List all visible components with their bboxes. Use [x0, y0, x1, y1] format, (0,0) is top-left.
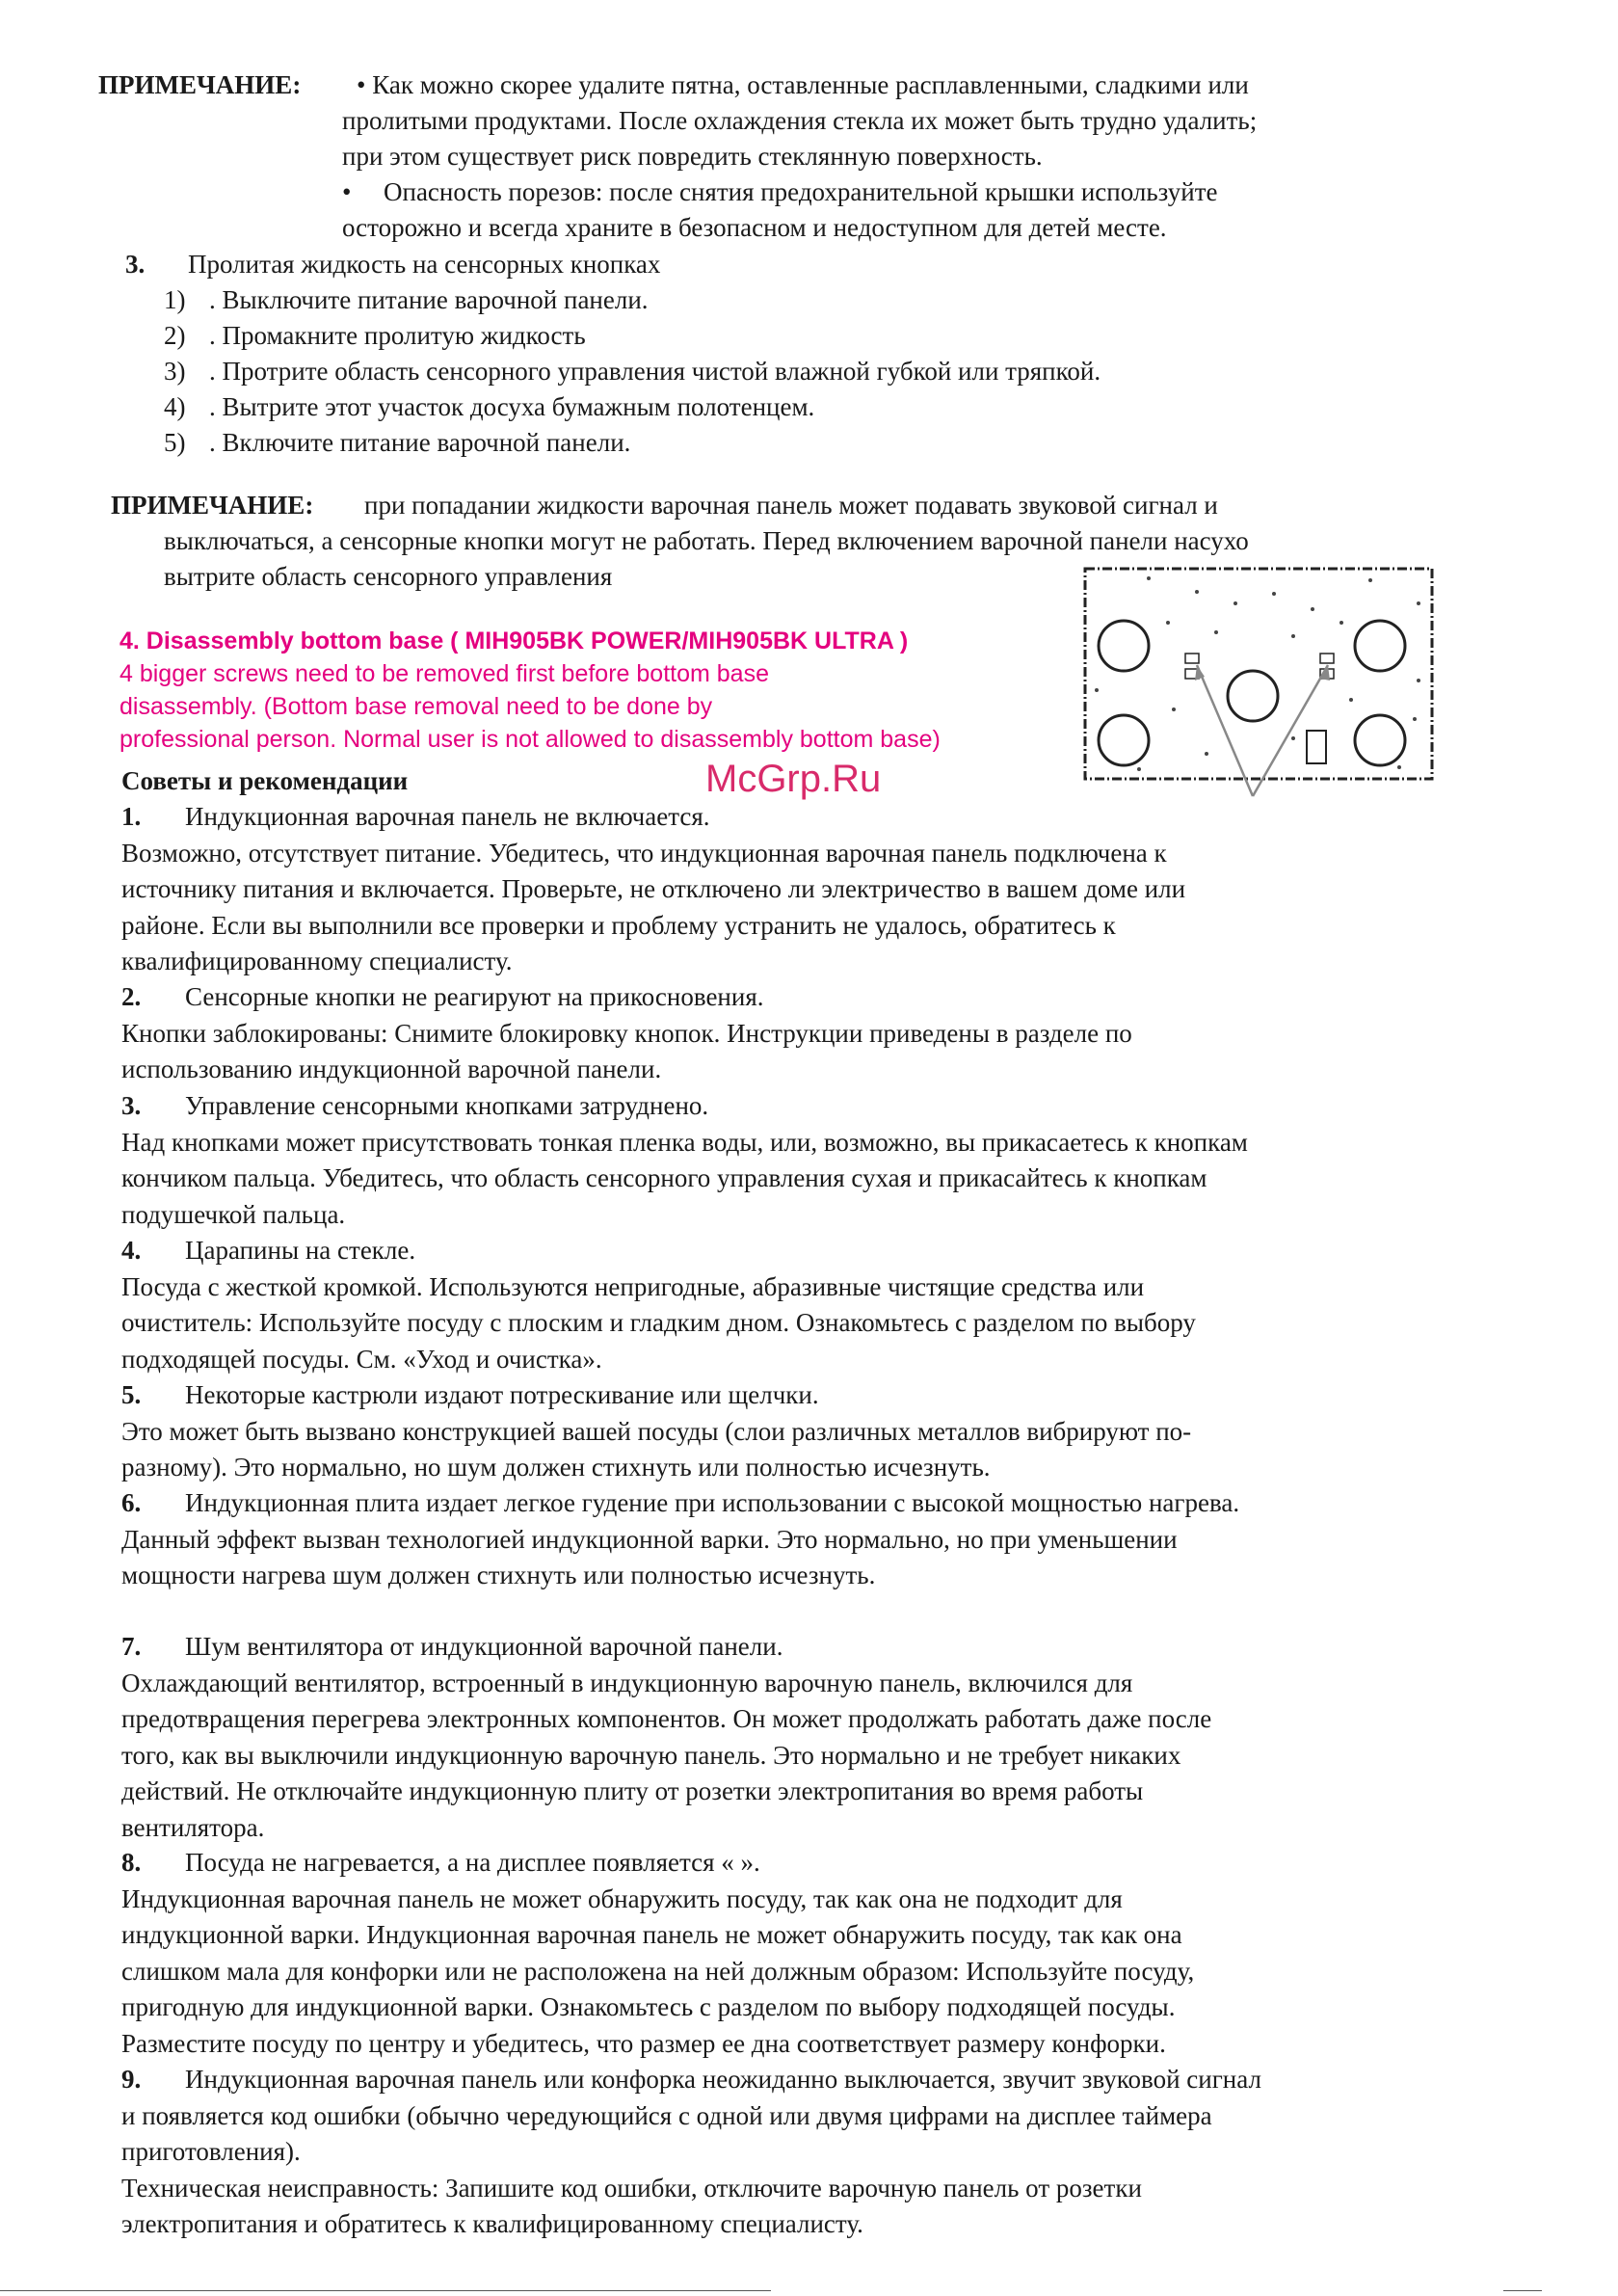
- tip-title: Сенсорные кнопки не реагируют на прикосновения.: [185, 982, 764, 1011]
- tip-number: 3.: [121, 1091, 142, 1120]
- tip-line: предотвращения перегрева электронных компонентов. Он может продолжать работать даже после: [121, 1704, 1212, 1733]
- footer-rule: [0, 2290, 771, 2291]
- tip-line: Возможно, отсутствует питание. Убедитесь, что индукционная варочная панель подключена к: [121, 838, 1167, 868]
- watermark: McGrp.Ru: [705, 758, 882, 800]
- tip-line: разному). Это нормально, но шум должен стихнуть или полностью исчезнуть.: [121, 1453, 991, 1482]
- tip-line: Данный эффект вызван технологией индукционной варки. Это нормально, но при уменьшении: [121, 1524, 1178, 1554]
- tip-line: Техническая неисправность: Запишите код ошибки, отключите варочную панель от розетки: [121, 2173, 1142, 2203]
- tip-line: действий. Не отключайте индукционную плиту от розетки электропитания во время работы: [121, 1776, 1144, 1805]
- tip-item: [121, 979, 1509, 1088]
- note2-line: выключаться, а сенсорные кнопки могут не работать. Перед включением варочной панели насухо: [164, 526, 1249, 555]
- tip-title: Посуда не нагревается, а на дисплее появляется « ».: [185, 1848, 760, 1877]
- step-text: . Протрите область сенсорного управления чистой влажной губкой или тряпкой.: [209, 357, 1101, 386]
- section3-title: Пролитая жидкость на сенсорных кнопках: [188, 250, 661, 279]
- tip-line: использованию индукционной варочной панели.: [121, 1055, 662, 1083]
- note2-line: при попадании жидкости варочная панель может подавать звуковой сигнал и: [364, 491, 1218, 520]
- tip-number: 8.: [121, 1848, 142, 1877]
- tip-line: Разместите посуду по центру и убедитесь, что размер ее дна соответствует размеру конфорки.: [121, 2028, 1166, 2058]
- tip-line: и появляется код ошибки (обычно чередующийся с одной или двумя цифрами на дисплее таймера: [121, 2100, 1212, 2130]
- tip-line: индукционной варки. Индукционная варочная панель не может обнаружить посуду, так как она: [121, 1920, 1182, 1949]
- tip-line: Над кнопками может присутствовать тонкая пленка воды, или, возможно, вы прикасаетесь к кнопкам: [121, 1127, 1248, 1157]
- disassembly-line: professional person. Normal user is not allowed to disassembly bottom base): [119, 726, 941, 753]
- tip-item: [121, 1233, 1509, 1377]
- step-number: 4): [164, 392, 186, 421]
- tip-number: 1.: [121, 802, 142, 831]
- tip-number: 2.: [121, 982, 142, 1011]
- note1-line: при этом существует риск повредить стеклянную поверхность.: [342, 142, 1043, 171]
- note1-line: • Как можно скорее удалите пятна, оставленные расплавленными, сладкими или: [357, 70, 1249, 99]
- note1-label: ПРИМЕЧАНИЕ:: [98, 70, 302, 99]
- tip-line: подушечкой пальца.: [121, 1199, 346, 1229]
- step-number: 2): [164, 321, 186, 350]
- step-text: . Вытрите этот участок досуха бумажным полотенцем.: [209, 392, 815, 421]
- tip-line: источнику питания и включается. Проверьте, не отключено ли электричество в вашем доме или: [121, 874, 1186, 903]
- tip-line: приготовления).: [121, 2137, 301, 2166]
- tip-item: [121, 1629, 1509, 1846]
- step-number: 3): [164, 357, 186, 386]
- tip-number: 7.: [121, 1632, 142, 1661]
- tip-item: [121, 799, 1509, 980]
- tip-number: 6.: [121, 1488, 142, 1517]
- step-number: 1): [164, 285, 186, 314]
- tip-line: районе. Если вы выполнили все проверки и проблему устранить не удалось, обратитесь к: [121, 910, 1116, 940]
- tip-title: Управление сенсорными кнопками затруднено.: [185, 1091, 709, 1120]
- tip-item: [121, 1845, 1509, 2062]
- step-text: . Выключите питание варочной панели.: [209, 285, 649, 314]
- tip-line: Охлаждающий вентилятор, встроенный в индукционную варочную панель, включился для: [121, 1668, 1133, 1697]
- note2-line: вытрите область сенсорного управления: [164, 562, 613, 591]
- step-text: . Включите питание варочной панели.: [209, 428, 631, 457]
- tip-item: [121, 1377, 1509, 1486]
- section3-number: 3.: [125, 250, 146, 279]
- disassembly-title: 4. Disassembly bottom base ( MIH905BK POWER/MIH905BK ULTRA ): [119, 627, 909, 654]
- tip-title: Некоторые кастрюли издают потрескивание или щелчки.: [185, 1380, 819, 1409]
- tip-line: мощности нагрева шум должен стихнуть или полностью исчезнуть.: [121, 1561, 876, 1589]
- note1-line: Опасность порезов: после снятия предохранительной крышки используйте: [384, 177, 1218, 206]
- tip-line: подходящей посуды. См. «Уход и очистка».: [121, 1344, 602, 1374]
- tip-number: 4.: [121, 1236, 142, 1265]
- note1-bullet: •: [342, 177, 352, 206]
- tip-line: Кнопки заблокированы: Снимите блокировку кнопок. Инструкции приведены в разделе по: [121, 1018, 1132, 1048]
- tip-title: Царапины на стекле.: [185, 1236, 416, 1265]
- tip-line: очиститель: Используйте посуду с плоским и гладким дном. Ознакомьтесь с разделом по выбору: [121, 1308, 1196, 1337]
- tip-number: 9.: [121, 2065, 142, 2094]
- tip-item: [121, 1088, 1509, 1233]
- tip-line: кончиком пальца. Убедитесь, что область сенсорного управления сухая и прикасайтесь к кнопкам: [121, 1163, 1207, 1192]
- disassembly-line: disassembly. (Bottom base removal need to be done by: [119, 693, 713, 720]
- footer-rule: [1503, 2290, 1542, 2291]
- tip-line: слишком мала для конфорки или не расположена на ней должным образом: Используйте посуду,: [121, 1956, 1195, 1986]
- tip-title: Индукционная варочная панель или конфорка неожиданно выключается, звучит звуковой сигнал: [185, 2065, 1261, 2094]
- tip-title: Индукционная плита издает легкое гудение при использовании с высокой мощностью нагрева.: [185, 1488, 1240, 1517]
- tip-line: вентилятора.: [121, 1812, 265, 1842]
- tip-line: Это может быть вызвано конструкцией вашей посуды (слои различных металлов вибрируют по-: [121, 1416, 1192, 1446]
- tip-title: Шум вентилятора от индукционной варочной панели.: [185, 1632, 783, 1661]
- step-number: 5): [164, 428, 186, 457]
- tip-line: электропитания и обратитесь к квалифицированному специалисту.: [121, 2209, 863, 2238]
- tip-item: [121, 2062, 1509, 2243]
- tip-title: Индукционная варочная панель не включается.: [185, 802, 710, 831]
- tip-number: 5.: [121, 1380, 142, 1409]
- disassembly-line: 4 bigger screws need to be removed first before bottom base: [119, 660, 769, 687]
- note1-line: пролитыми продуктами. После охлаждения стекла их может быть трудно удалить;: [342, 106, 1258, 135]
- tip-line: Индукционная варочная панель не может обнаружить посуду, так как она не подходит для: [121, 1883, 1123, 1913]
- bottom-base-diagram: [1081, 565, 1447, 804]
- note1-line: осторожно и всегда храните в безопасном и недоступном для детей месте.: [342, 213, 1167, 242]
- tip-line: пригодную для индукционной варки. Ознакомьтесь с разделом по выбору подходящей посуды.: [121, 1992, 1176, 2021]
- tips-heading: Советы и рекомендации: [121, 766, 409, 795]
- note2-label: ПРИМЕЧАНИЕ:: [111, 491, 314, 520]
- tip-item: [121, 1485, 1509, 1594]
- step-text: . Промакните пролитую жидкость: [209, 321, 586, 350]
- tip-line: квалифицированному специалисту.: [121, 947, 513, 975]
- tip-line: Посуда с жесткой кромкой. Используются непригодные, абразивные чистящие средства или: [121, 1271, 1145, 1301]
- tip-line: того, как вы выключили индукционную варочную панель. Это нормально и не требует никаких: [121, 1740, 1181, 1770]
